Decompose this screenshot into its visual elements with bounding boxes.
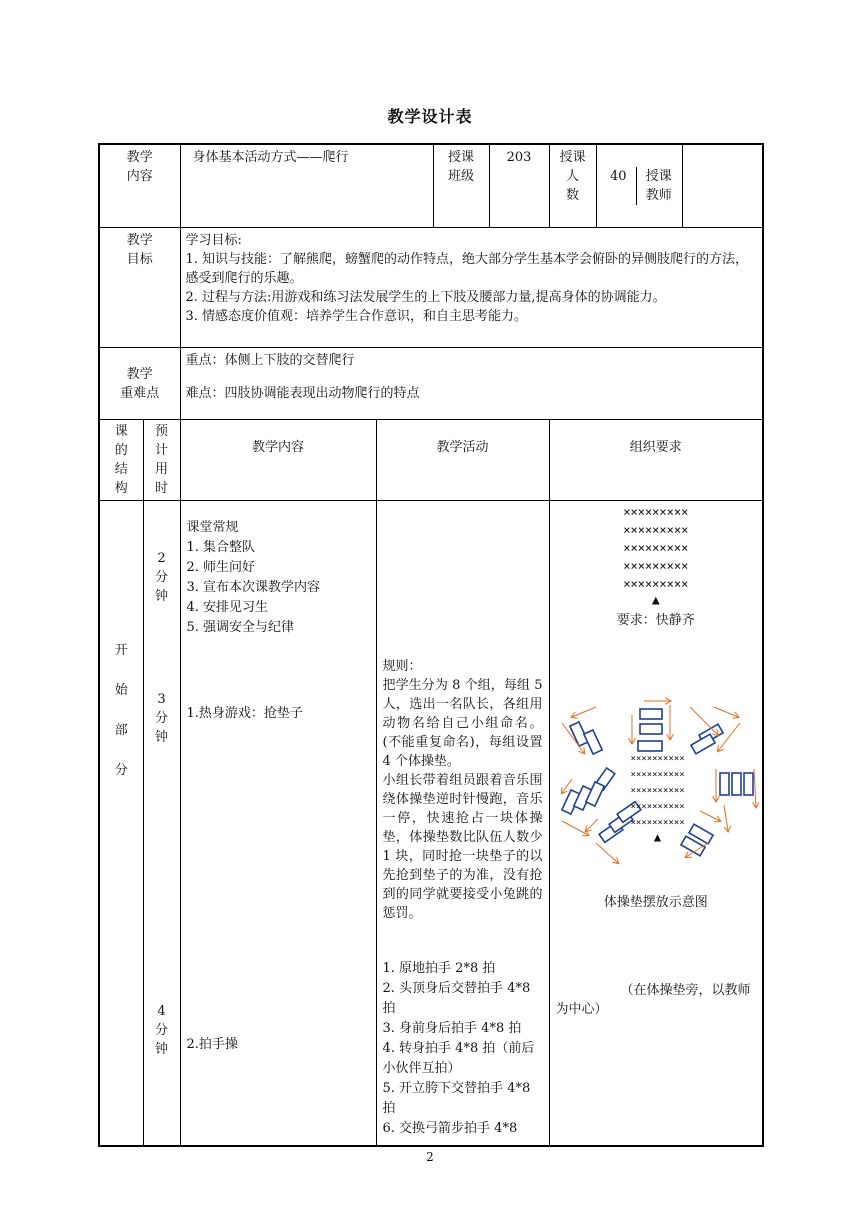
direction-arrow: [562, 821, 588, 835]
formation-row: ×××××××××: [623, 505, 689, 519]
time-clap: 4 分 钟: [155, 1004, 169, 1057]
goal-item: 2. 过程与方法:用游戏和练习法发展学生的上下肢及腰部力量,提高身体的协调能力。: [185, 290, 666, 305]
direction-arrow: [700, 811, 720, 821]
diagram-row: ××××××××××: [630, 754, 685, 764]
diagram-row: ××××××××××: [630, 786, 685, 796]
routine-item: 2. 师生问好: [186, 560, 256, 575]
document-title: 教学设计表: [387, 107, 473, 126]
goals-heading: 学习目标:: [185, 233, 242, 248]
header-row: [99, 144, 763, 228]
requirement-text: 要求：快静齐: [616, 613, 695, 628]
goal-item: 1. 知识与技能：了解熊爬，螃蟹爬的动作特点，绝大部分学生基本学会俯卧的异侧肢爬行的方法，感受到爬行的乐趣。: [185, 252, 749, 286]
warmup-content: 1.热身游戏：抢垫子: [186, 706, 303, 721]
keypoints-body: [180, 348, 763, 420]
clap-item: 4. 转身拍手 4*8 拍（前后小伙伴互拍）: [382, 1041, 535, 1076]
time-warmup: 3 分 钟: [155, 692, 169, 745]
keypoints-label: 教学 重难点: [99, 348, 180, 420]
diagram-row: ××××××××××: [630, 802, 685, 812]
direction-arrow: [596, 843, 618, 863]
col-content: 教学内容: [180, 420, 376, 501]
teacher-label: 授课 教师: [636, 167, 677, 205]
goals-label: 教学 目标: [99, 228, 180, 348]
count-value: 40: [610, 169, 627, 184]
rules-heading: 规则：: [382, 659, 422, 674]
class-value: 203: [489, 144, 549, 228]
mat-icon: [720, 773, 729, 795]
direction-arrow: [586, 819, 598, 831]
direction-arrow: [724, 805, 728, 831]
content-label: 教学 内容: [99, 144, 180, 228]
column-header-row: [99, 420, 763, 501]
col-activity: 教学活动: [376, 420, 549, 501]
clap-item: 1. 原地拍手 2*8 拍: [382, 961, 496, 976]
goals-body: [180, 228, 763, 348]
routine-item: 5. 强调安全与纪律: [186, 620, 295, 635]
direction-arrow: [754, 769, 756, 807]
time-routine: 2 分 钟: [155, 551, 169, 604]
keypoints-row: [99, 348, 763, 420]
diagram-row: ××××××××××: [630, 770, 685, 780]
key-point: 重点：体侧上下肢的交替爬行: [185, 353, 355, 368]
clap-organization: （在体操垫旁，以教师为中心）: [555, 983, 751, 1017]
class-label: 授课 班级: [433, 144, 489, 228]
organization-column: [549, 501, 763, 1146]
count-label: 授课人 数: [549, 144, 596, 228]
diagram-caption: 体操垫摆放示意图: [603, 895, 708, 910]
clap-item: 3. 身前身后拍手 4*8 拍: [382, 1021, 522, 1036]
direction-arrow: [714, 707, 738, 717]
mat-icon: [732, 773, 741, 795]
col-structure: 课 的 结 构: [99, 420, 143, 501]
mat-icon: [640, 724, 662, 734]
direction-arrow: [572, 707, 596, 717]
content-value: 身体基本活动方式——爬行: [180, 144, 433, 228]
routine-heading: 课堂常规: [186, 520, 239, 535]
difficulty-point: 难点：四肢协调能表现出动物爬行的特点: [185, 386, 420, 401]
formation-row: ×××××××××: [623, 559, 689, 573]
routine-list: [187, 518, 370, 638]
goal-item: 3. 情感态度价值观：培养学生合作意识，和自主思考能力。: [185, 309, 528, 324]
col-time: 预 计 用 时: [143, 420, 180, 501]
formation-row: ×××××××××: [623, 577, 689, 591]
clap-item: 6. 交换弓箭步拍手 4*8: [382, 1121, 518, 1136]
routine-item: 1. 集合整队: [186, 540, 256, 555]
clap-list: [383, 959, 543, 1139]
rules-text: 把学生分为 8 个组，每组 5 人，选出一名队长，各组用动物名给自己小组命名。(不能重复命名)，每组设置 4 个体操垫。 小组长带着组员跟着音乐围绕体操垫逆时针慢跑，音乐一停，快速抢占一块体操垫，体操垫数比队伍人数少 1 块，同时抢一块垫子的以先抢到垫子的为准，没有抢到的同学就要接受小兔跳的惩罚。: [382, 678, 543, 921]
mat-icon: [640, 709, 662, 719]
direction-arrow: [718, 723, 740, 751]
activity-column: [376, 501, 549, 1146]
formation-row: ×××××××××: [623, 541, 689, 555]
diagram-formation: [622, 751, 694, 843]
formation-row: ×××××××××: [623, 523, 689, 537]
teacher-marker: ▲: [651, 593, 660, 608]
page-number: 2: [426, 1150, 434, 1164]
diagram-row: ××××××××××: [630, 818, 685, 828]
stage-name: 开 始 部 分: [99, 501, 143, 1146]
goals-row: [99, 228, 763, 348]
routine-item: 3. 宣布本次课教学内容: [186, 580, 321, 595]
clap-item: 2. 头顶身后交替拍手 4*8 拍: [382, 981, 531, 1016]
mat-icon: [638, 741, 662, 751]
col-organization: 组织要求: [549, 420, 763, 501]
teacher-value: [682, 144, 763, 228]
clap-content: 2.拍手操: [186, 1037, 238, 1052]
content-column: [180, 501, 376, 1146]
diagram-teacher-marker: ▲: [653, 830, 662, 844]
start-section-row: [99, 501, 763, 1146]
routine-item: 4. 安排见习生: [186, 600, 269, 615]
student-formation: [554, 503, 759, 609]
direction-arrow: [690, 707, 718, 735]
mat-icon: [744, 773, 753, 795]
clap-item: 5. 开立胯下交替拍手 4*8 拍: [382, 1081, 531, 1116]
count-value-and-teacher: [596, 144, 682, 228]
time-column: [143, 501, 180, 1146]
lesson-design-table: [98, 143, 764, 1147]
